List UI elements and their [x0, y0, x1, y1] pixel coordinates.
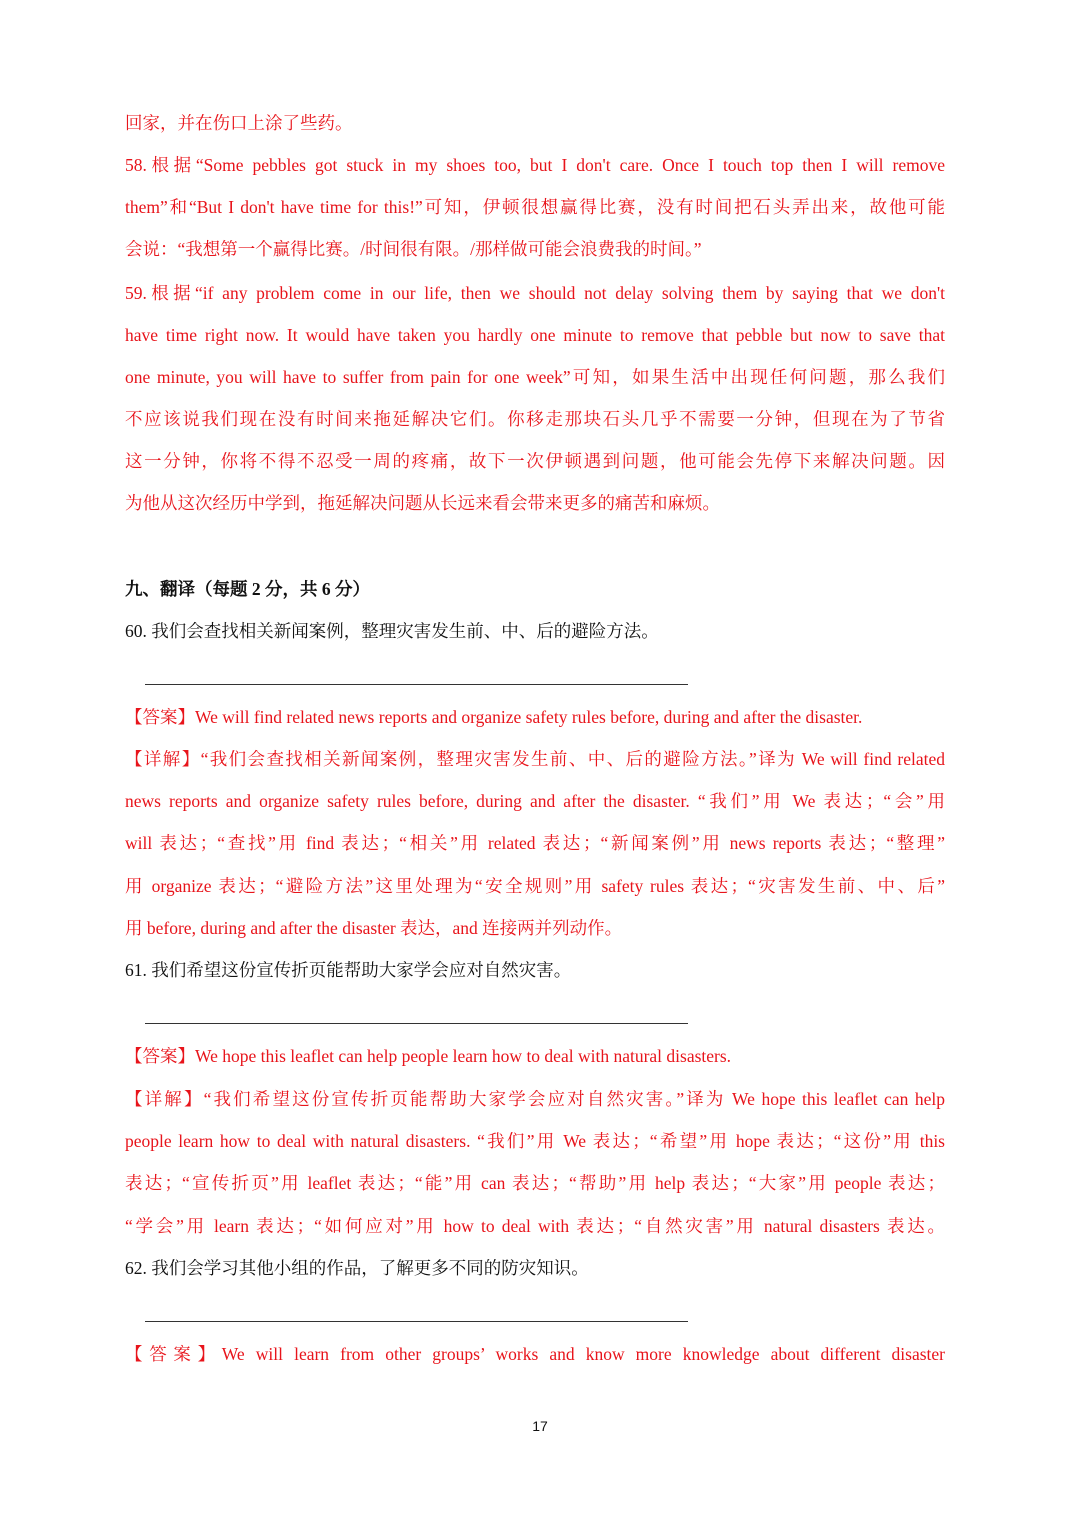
q59-explanation-line-1: 59.根据“if any problem come in our life, then we should not delay solving them by saying that we don't: [125, 283, 945, 303]
q59-explanation-line-5: 这一分钟，你将不得不忍受一周的疼痛，故下一次伊顿遇到问题，他可能会先停下来解决问题。因: [125, 451, 945, 471]
q61-detail-line-4: “学会”用 learn 表达；“如何应对”用 how to deal with 表达；“自然灾害”用 natural disasters 表达。: [125, 1216, 945, 1236]
q60-detail-line-3: will 表达；“查找”用 find 表达；“相关”用 related 表达；“新闻案例”用 news reports 表达；“整理”: [125, 833, 945, 853]
q61-detail-line-2: people learn how to deal with natural disasters. “我们”用 We 表达；“希望”用 hope 表达；“这份”用 this: [125, 1131, 945, 1151]
q61-detail-line-1: 【详解】“我们希望这份宣传折页能帮助大家学会应对自然灾害。”译为 We hope this leaflet can help: [125, 1089, 945, 1109]
q62-answer: 【答案】We will learn from other groups’ works and know more knowledge about different disaster: [125, 1344, 945, 1364]
q61-question: 61. 我们希望这份宣传折页能帮助大家学会应对自然灾害。: [125, 960, 572, 980]
q60-question: 60. 我们会查找相关新闻案例，整理灾害发生前、中、后的避险方法。: [125, 621, 659, 641]
page-number: 17: [532, 1418, 548, 1434]
q58-explanation-line-1: 58.根据“Some pebbles got stuck in my shoes too, but I don't care. Once I touch top then I will remove: [125, 155, 945, 175]
q59-explanation-line-3: one minute, you will have to suffer from pain for one week”可知，如果生活中出现任何问题，那么我们: [125, 367, 945, 387]
q61-answer-blank: [145, 1023, 688, 1024]
q59-explanation-line-4: 不应该说我们现在没有时间来拖延解决它们。你移走那块石头几乎不需要一分钟，但现在为了节省: [125, 409, 945, 429]
q62-question: 62. 我们会学习其他小组的作品，了解更多不同的防灾知识。: [125, 1258, 589, 1278]
q60-detail-line-5: 用 before, during and after the disaster 表达，and 连接两并列动作。: [125, 918, 623, 938]
q58-explanation-line-3: 会说：“我想第一个赢得比赛。/时间很有限。/那样做可能会浪费我的时间。”: [125, 239, 702, 259]
q60-answer-blank: [145, 684, 688, 685]
q61-detail-line-3: 表达；“宣传折页”用 leaflet 表达；“能”用 can 表达；“帮助”用 help 表达；“大家”用 people 表达；: [125, 1173, 945, 1193]
q59-explanation-line-6: 为他从这次经历中学到，拖延解决问题从长远来看会带来更多的痛苦和麻烦。: [125, 493, 720, 513]
q60-detail-line-4: 用 organize 表达；“避险方法”这里处理为“安全规则”用 safety rules 表达；“灾害发生前、中、后”: [125, 876, 945, 896]
explanation-line: 回家，并在伤口上涂了些药。: [125, 113, 353, 133]
q60-detail-line-1: 【详解】“我们会查找相关新闻案例，整理灾害发生前、中、后的避险方法。”译为 We will find related: [125, 749, 945, 769]
section-heading: 九、翻译（每题 2 分，共 6 分）: [125, 579, 370, 599]
q62-answer-blank: [145, 1321, 688, 1322]
q59-explanation-line-2: have time right now. It would have taken you hardly one minute to remove that pebble but now to save that: [125, 325, 945, 345]
q60-detail-line-2: news reports and organize safety rules before, during and after the disaster. “我们”用 We 表达；“会”用: [125, 791, 945, 811]
q58-explanation-line-2: them”和“But I don't have time for this!”可知，伊顿很想赢得比赛，没有时间把石头弄出来，故他可能: [125, 197, 945, 217]
q60-answer: 【答案】We will find related news reports and organize safety rules before, during and after the disaster.: [125, 707, 863, 727]
q61-answer: 【答案】We hope this leaflet can help people learn how to deal with natural disasters.: [125, 1046, 732, 1066]
